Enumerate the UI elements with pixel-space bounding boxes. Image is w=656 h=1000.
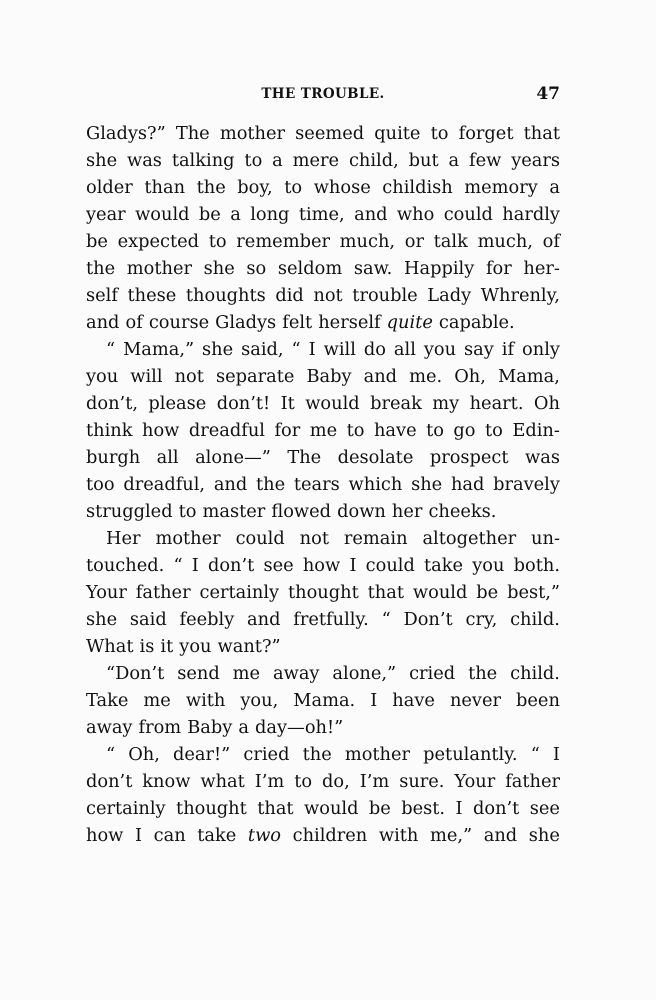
word: fretfully. — [293, 609, 369, 630]
word: say — [464, 339, 494, 360]
word: will — [130, 366, 163, 387]
text-line — [86, 120, 560, 147]
text-line — [86, 498, 560, 525]
word: and — [213, 474, 248, 495]
word: my — [432, 393, 460, 414]
word: or — [404, 231, 424, 252]
word: desolate — [337, 447, 414, 468]
word: for — [274, 420, 301, 441]
word: and — [86, 312, 120, 333]
word: could — [365, 555, 415, 576]
word: what — [200, 771, 245, 792]
word: childish — [382, 177, 453, 198]
word: Happily — [404, 258, 475, 279]
word: whose — [313, 177, 371, 198]
word: separate — [215, 366, 295, 387]
word: cry, — [465, 609, 498, 630]
word: alone—” — [195, 447, 271, 468]
word: you — [472, 555, 505, 576]
word: It — [280, 393, 295, 414]
word: a — [549, 177, 560, 198]
word: felt — [282, 312, 313, 333]
word: too — [86, 474, 115, 495]
word: Edin- — [512, 420, 560, 441]
word: “ — [291, 339, 301, 360]
word: Don’t — [403, 609, 453, 630]
word: memory — [464, 177, 538, 198]
text-line — [86, 363, 560, 390]
word: want?” — [217, 636, 281, 657]
word: Baby — [306, 366, 352, 387]
text-line — [86, 606, 560, 633]
word: The — [175, 123, 210, 144]
body-text — [86, 120, 560, 849]
text-line — [86, 795, 560, 822]
word: said — [129, 609, 167, 630]
word: to — [426, 420, 444, 441]
word: Oh, — [128, 744, 160, 765]
word: mother — [344, 744, 411, 765]
word: I — [455, 798, 463, 819]
word: “ — [106, 339, 116, 360]
word: seldom — [277, 258, 343, 279]
word: few — [468, 150, 502, 171]
word: hardly — [502, 204, 560, 225]
word: be — [476, 582, 499, 603]
word: could — [443, 204, 493, 225]
word: but — [408, 150, 439, 171]
word: a — [272, 150, 283, 171]
word: if — [501, 339, 515, 360]
word: year — [86, 204, 126, 225]
word: trouble — [352, 285, 418, 306]
word: dreadful, — [123, 474, 206, 495]
word: talk — [433, 231, 468, 252]
word: sure. — [399, 771, 445, 792]
word: to — [346, 420, 365, 441]
word: I — [370, 690, 378, 711]
text-line — [86, 714, 560, 741]
word: child. — [510, 609, 560, 630]
word: talking — [171, 150, 235, 171]
word: from — [138, 717, 182, 738]
word: be — [198, 204, 221, 225]
word: how — [142, 420, 180, 441]
word: said, — [241, 339, 284, 360]
word: don’t, — [86, 393, 138, 414]
text-line — [86, 174, 560, 201]
text-line — [86, 336, 560, 363]
text-line — [86, 201, 560, 228]
word: don’t — [472, 798, 520, 819]
word: older — [86, 177, 133, 198]
word: than — [144, 177, 186, 198]
word: to — [430, 123, 449, 144]
word: with — [185, 690, 226, 711]
word: don’t! — [216, 393, 271, 414]
text-line — [86, 147, 560, 174]
word: feebly — [179, 609, 235, 630]
word: forget — [458, 123, 514, 144]
word: the — [302, 744, 332, 765]
word: away — [273, 663, 320, 684]
word: cried — [409, 663, 456, 684]
word: who — [396, 204, 435, 225]
word: the — [256, 474, 286, 495]
word: the — [468, 663, 498, 684]
word: I — [552, 744, 560, 765]
text-line — [86, 255, 560, 282]
word: altogether — [422, 528, 517, 549]
word: don’t — [207, 555, 255, 576]
word: and — [247, 609, 281, 630]
word: been — [516, 690, 560, 711]
word: of — [542, 231, 560, 252]
text-line — [86, 579, 560, 606]
page-number: 47 — [536, 84, 560, 104]
word: the — [86, 258, 116, 279]
word: me. — [409, 366, 443, 387]
text-line — [86, 525, 560, 552]
text-line — [86, 309, 560, 336]
word: two — [247, 825, 281, 846]
word: not — [299, 528, 329, 549]
word: go — [453, 420, 476, 441]
word: flowed — [271, 501, 332, 522]
word: day—oh!” — [255, 717, 344, 738]
word: father — [135, 582, 191, 603]
word: “Don’t — [106, 663, 165, 684]
word: had — [450, 474, 485, 495]
word: how — [302, 555, 341, 576]
word: all — [393, 339, 416, 360]
word: a — [230, 204, 241, 225]
text-line — [86, 228, 560, 255]
word: Whrenly, — [480, 285, 560, 306]
word: mere — [292, 150, 340, 171]
word: alone,” — [332, 663, 397, 684]
word: I — [308, 339, 316, 360]
word: “ — [381, 609, 391, 630]
word: to — [284, 177, 303, 198]
word: child, — [348, 150, 399, 171]
word: “ — [106, 744, 116, 765]
word: her- — [523, 258, 560, 279]
word: me,” — [430, 825, 473, 846]
word: cried — [243, 744, 290, 765]
word: cheeks. — [428, 501, 497, 522]
word: I’m — [359, 771, 390, 792]
word: so — [246, 258, 267, 279]
word: she — [528, 825, 560, 846]
word: would — [305, 393, 360, 414]
word: Oh — [533, 393, 560, 414]
word: of — [125, 312, 143, 333]
word: me — [309, 420, 338, 441]
word: heart. — [469, 393, 524, 414]
text-line — [86, 633, 560, 660]
word: all — [156, 447, 179, 468]
word: is — [139, 636, 155, 657]
word: Mama. — [293, 690, 356, 711]
word: have — [373, 420, 417, 441]
word: only — [522, 339, 560, 360]
word: self — [86, 285, 118, 306]
word: I’m — [254, 771, 285, 792]
word: Mama,” — [123, 339, 195, 360]
word: did — [275, 285, 304, 306]
word: for — [485, 258, 512, 279]
word: away — [86, 717, 133, 738]
word: not — [174, 366, 204, 387]
word: not — [313, 285, 343, 306]
word: think — [86, 420, 133, 441]
word: with — [378, 825, 419, 846]
word: certainly — [86, 798, 166, 819]
word: a — [238, 717, 249, 738]
word: Mama, — [497, 366, 560, 387]
text-line — [86, 471, 560, 498]
word: me — [143, 690, 171, 711]
word: that — [257, 798, 294, 819]
word: dreadful — [188, 420, 265, 441]
word: capable. — [438, 312, 515, 333]
word: and — [354, 204, 388, 225]
word: she — [202, 339, 234, 360]
word: mother — [155, 528, 221, 549]
word: quite — [386, 312, 433, 333]
word: to — [244, 150, 263, 171]
word: “ — [173, 555, 183, 576]
word: Baby — [187, 717, 233, 738]
word: and — [483, 825, 518, 846]
running-head — [86, 84, 560, 108]
text-line — [86, 822, 560, 849]
word: you — [86, 366, 119, 387]
word: boy, — [237, 177, 273, 198]
word: Your — [86, 582, 127, 603]
text-line — [86, 768, 560, 795]
word: father — [505, 771, 560, 792]
word: take — [424, 555, 464, 576]
text-line — [86, 390, 560, 417]
word: you — [179, 636, 212, 657]
word: she — [411, 474, 443, 495]
word: can — [153, 825, 186, 846]
word: that — [523, 123, 560, 144]
word: I — [349, 555, 357, 576]
word: do — [363, 339, 386, 360]
word: Her — [106, 528, 141, 549]
word: petulantly. — [423, 744, 518, 765]
word: could — [235, 528, 285, 549]
word: a — [448, 150, 460, 171]
word: What — [86, 636, 134, 657]
word: course — [148, 312, 210, 333]
word: was — [525, 447, 560, 468]
word: certainly — [199, 582, 280, 603]
word: bravely — [493, 474, 560, 495]
word: would — [135, 204, 190, 225]
text-line — [86, 687, 560, 714]
word: best. — [401, 798, 446, 819]
word: mother — [219, 123, 286, 144]
word: it — [160, 636, 174, 657]
word: I — [191, 555, 199, 576]
word: seemed — [295, 123, 365, 144]
word: prospect — [429, 447, 509, 468]
word: see — [263, 555, 294, 576]
word: she — [86, 150, 118, 171]
word: touched. — [86, 555, 165, 576]
word: please — [148, 393, 207, 414]
word: take — [197, 825, 237, 846]
word: time, — [298, 204, 345, 225]
word: her — [391, 501, 423, 522]
word: see — [529, 798, 560, 819]
word: to — [208, 231, 227, 252]
text-line — [86, 741, 560, 768]
word: long — [250, 204, 290, 225]
word: and — [363, 366, 398, 387]
word: break — [370, 393, 422, 414]
word: have — [392, 690, 435, 711]
word: send — [177, 663, 220, 684]
word: The — [287, 447, 322, 468]
word: to — [485, 420, 503, 441]
word: how — [86, 825, 124, 846]
word: thoughts — [185, 285, 266, 306]
text-line — [86, 660, 560, 687]
word: best,” — [507, 582, 560, 603]
word: to — [294, 771, 313, 792]
word: Your — [454, 771, 496, 792]
word: that — [367, 582, 404, 603]
word: child. — [510, 663, 560, 684]
text-line — [86, 444, 560, 471]
word: both. — [513, 555, 560, 576]
word: thought — [176, 798, 247, 819]
word: don’t — [86, 771, 133, 792]
word: will — [323, 339, 356, 360]
word: “ — [530, 744, 540, 765]
word: much, — [477, 231, 533, 252]
word: remain — [343, 528, 408, 549]
word: be — [368, 798, 391, 819]
word: do, — [322, 771, 350, 792]
word: burgh — [86, 447, 141, 468]
running-title: THE TROUBLE. — [261, 86, 385, 102]
word: Oh, — [454, 366, 486, 387]
word: years — [511, 150, 560, 171]
word: remember — [236, 231, 330, 252]
word: Gladys?” — [86, 123, 166, 144]
word: you — [423, 339, 457, 360]
word: expected — [117, 231, 200, 252]
word: be — [86, 231, 108, 252]
word: un- — [531, 528, 560, 549]
word: mother — [126, 258, 192, 279]
word: the — [196, 177, 226, 198]
word: children — [292, 825, 368, 846]
word: Gladys — [215, 312, 277, 333]
word: she — [203, 258, 235, 279]
word: would — [304, 798, 359, 819]
text-line — [86, 417, 560, 444]
word: tears — [293, 474, 340, 495]
word: herself — [318, 312, 381, 333]
word: down — [337, 501, 386, 522]
word: you, — [240, 690, 279, 711]
word: me — [232, 663, 261, 684]
word: was — [126, 150, 162, 171]
word: much, — [339, 231, 396, 252]
text-line — [86, 282, 560, 309]
word: Take — [86, 690, 129, 711]
word: master — [202, 501, 266, 522]
word: I — [135, 825, 143, 846]
word: which — [348, 474, 403, 495]
word: she — [86, 609, 118, 630]
word: know — [142, 771, 191, 792]
word: thought — [288, 582, 359, 603]
word: dear!” — [173, 744, 231, 765]
text-line — [86, 552, 560, 579]
word: quite — [374, 123, 421, 144]
word: to — [178, 501, 197, 522]
word: Lady — [427, 285, 472, 306]
word: struggled — [86, 501, 173, 522]
word: never — [449, 690, 501, 711]
word: saw. — [353, 258, 393, 279]
word: these — [127, 285, 177, 306]
word: would — [412, 582, 468, 603]
